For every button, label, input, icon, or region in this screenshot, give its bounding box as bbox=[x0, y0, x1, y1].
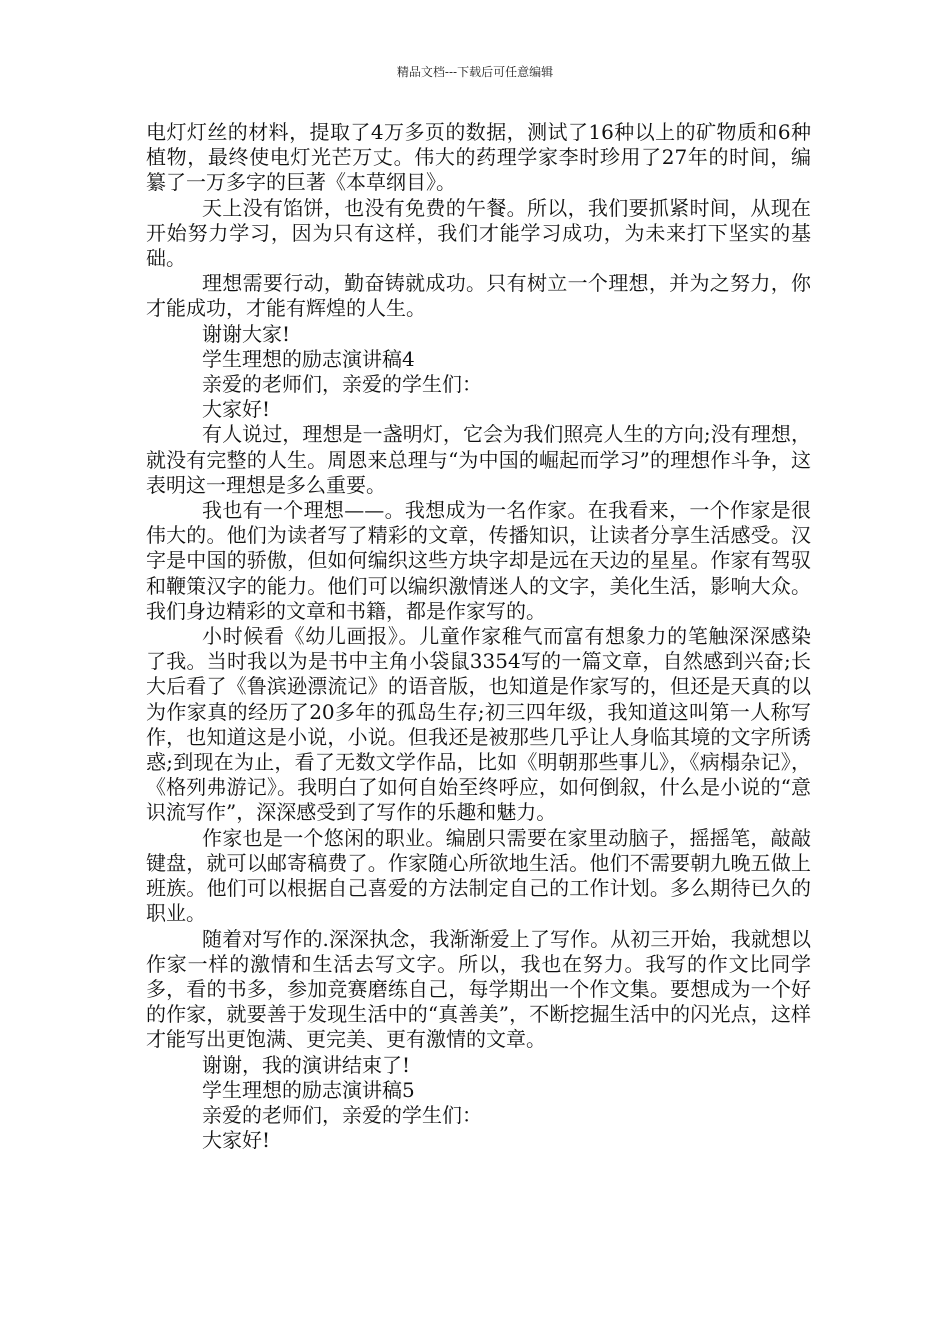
closing-line: 谢谢大家! bbox=[202, 321, 291, 346]
section-title: 学生理想的励志演讲稿4 bbox=[202, 346, 415, 371]
paragraph: 理想需要行动，勤奋铸就成功。只有树立一个理想，并为之努力，你才能成功，才能有辉煌的人生。 bbox=[146, 271, 811, 321]
closing-line: 谢谢，我的演讲结束了! bbox=[202, 1052, 411, 1077]
paragraph: 有人说过，理想是一盏明灯，它会为我们照亮人生的方向;没有理想，就没有完整的人生。周恩来总理与“为中国的崛起而学习”的理想作斗争，这表明这一理想是多么重要。 bbox=[146, 422, 811, 497]
paragraph: 我也有一个理想——。我想成为一名作家。在我看来，一个作家是很伟大的。他们为读者写了精彩的文章，传播知识，让读者分享生活感受。汉字是中国的骄傲，但如何编织这些方块字却是远在天边的星星。作家有驾驭和鞭策汉字的能力。他们可以编织激情迷人的文字，美化生活，影响大众。我们身边精彩的文章和书籍，都是作家写的。 bbox=[146, 498, 811, 623]
paragraph: 作家也是一个悠闲的职业。编剧只需要在家里动脑子，摇摇笔，敲敲键盘，就可以邮寄稿费了。作家随心所欲地生活。他们不需要朝九晚五做上班族。他们可以根据自己喜爱的方法制定自己的工作计划。多么期待已久的职业。 bbox=[146, 825, 811, 926]
salutation: 亲爱的老师们，亲爱的学生们： bbox=[202, 372, 482, 397]
paragraph: 小时候看《幼儿画报》。儿童作家稚气而富有想象力的笔触深深感染了我。当时我以为是书中主角小袋鼠3354写的一篇文章，自然感到兴奋;长大后看了《鲁滨逊漂流记》的语音版，也知道是作家写的，但还是天真的以为作家真的经历了20多年的孤岛生存;初三四年级，我知道这叫第一人称写作，也知道这是小说，小说。但我还是被那些几乎让人身临其境的文字所诱惑;到现在为止，看了无数文学作品，比如《明朝那些事儿》，《病榻杂记》，《格列弗游记》。我明白了如何自始至终呼应，如何倒叙，什么是小说的“意识流写作”，深深感受到了写作的乐趣和魅力。 bbox=[146, 624, 811, 825]
paragraph: 电灯灯丝的材料，提取了4万多页的数据，测试了16种以上的矿物质和6种植物，最终使电灯光芒万丈。伟大的药理学家李时珍用了27年的时间，编纂了一万多字的巨著《本草纲目》。 bbox=[146, 120, 811, 195]
document-body bbox=[146, 120, 811, 1153]
greeting: 大家好! bbox=[202, 1128, 271, 1153]
page-header: 精品文档---下载后可任意编辑 bbox=[396, 65, 554, 79]
section-title: 学生理想的励志演讲稿5 bbox=[202, 1077, 415, 1102]
paragraph: 天上没有馅饼，也没有免费的午餐。所以，我们要抓紧时间，从现在开始努力学习，因为只有这样，我们才能学习成功，为未来打下坚实的基础。 bbox=[146, 195, 811, 271]
greeting: 大家好! bbox=[202, 397, 271, 422]
paragraph: 随着对写作的.深深执念，我渐渐爱上了写作。从初三开始，我就想以作家一样的激情和生活去写文字。所以，我也在努力。我写的作文比同学多，看的书多，参加竞赛磨练自己，每学期出一个作文集。要想成为一个好的作家，就要善于发现生活中的“真善美”，不断挖掘生活中的闪光点，这样才能写出更饱满、更完美、更有激情的文章。 bbox=[146, 926, 811, 1052]
salutation: 亲爱的老师们，亲爱的学生们： bbox=[202, 1102, 482, 1127]
